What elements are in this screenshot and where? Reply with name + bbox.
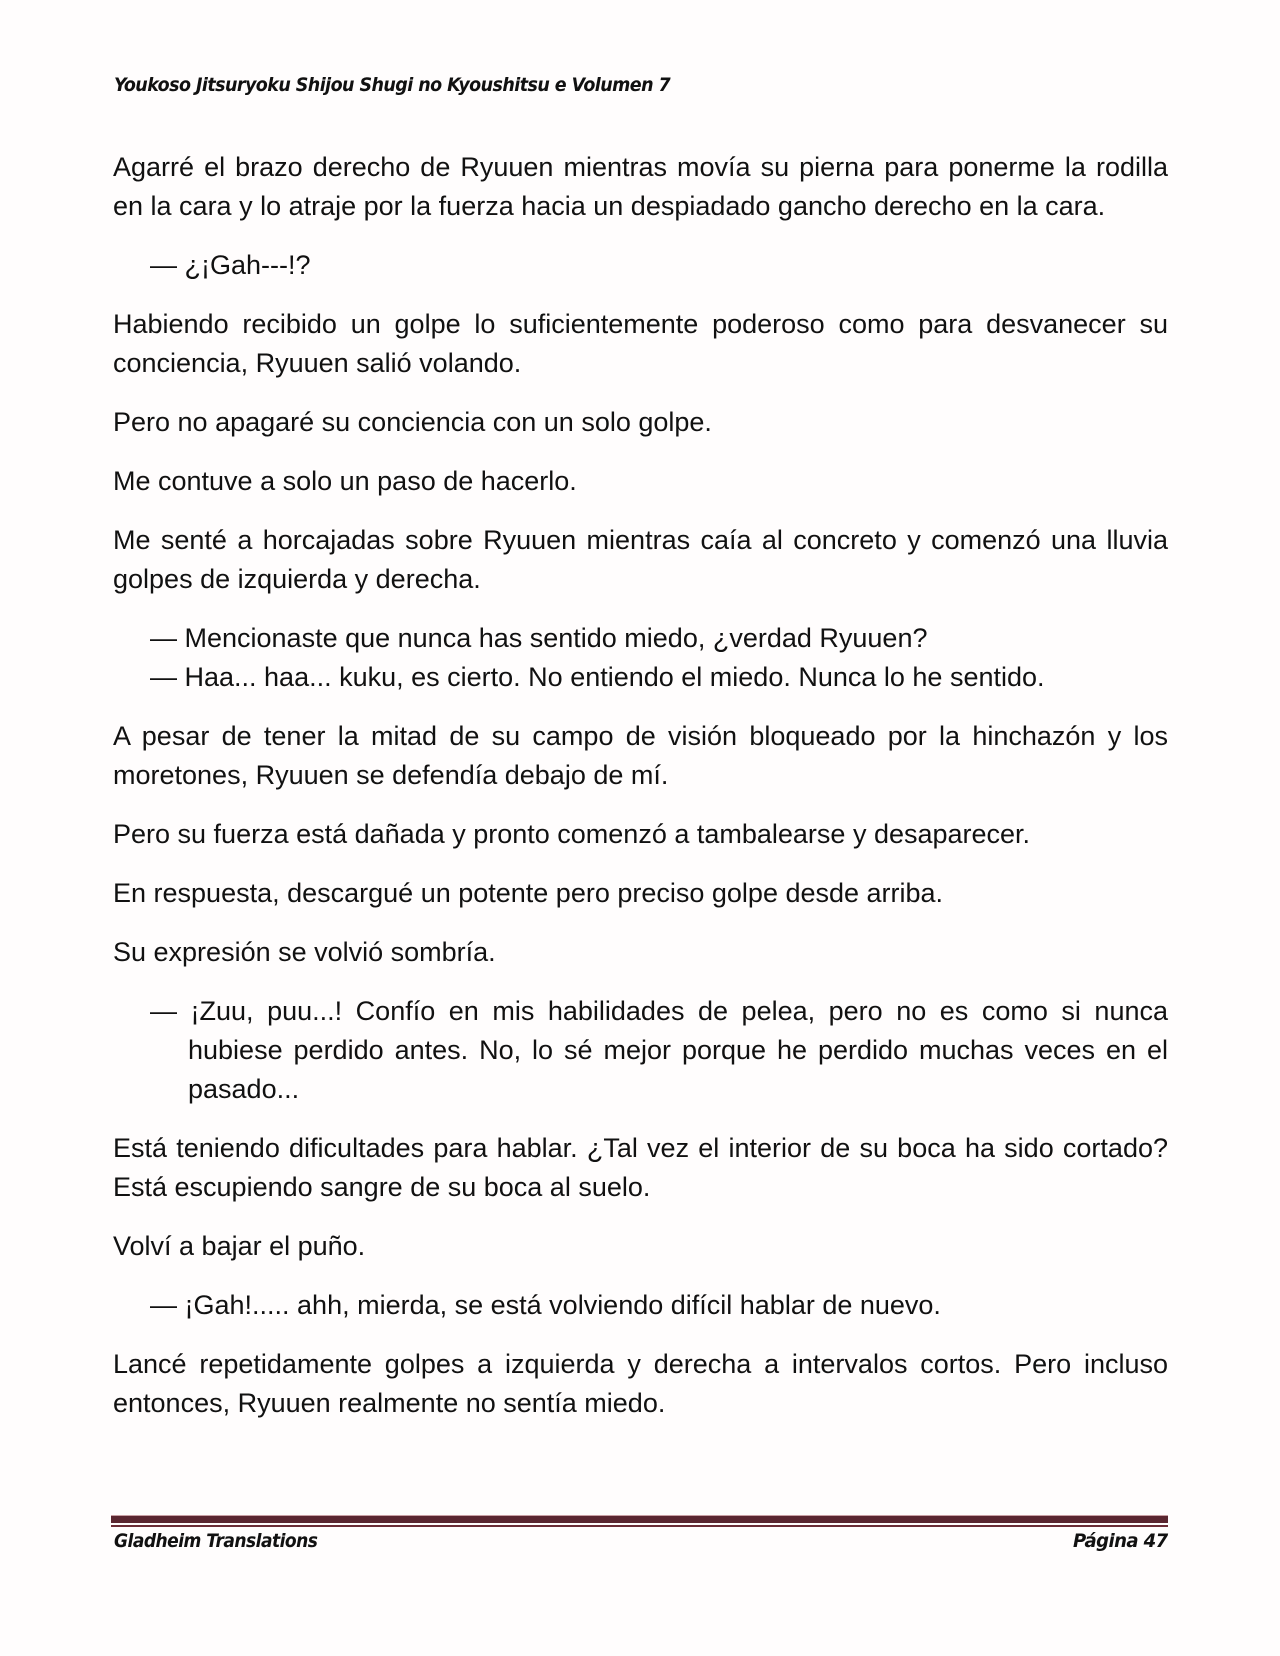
dialogue-line: — ¡Zuu, puu...! Confío en mis habilidades de pelea, pero no es como si nunca hubiese perdido antes. No, lo sé mejor porque he perdido muchas veces en el pasado... <box>150 996 1168 1104</box>
paragraph: Agarré el brazo derecho de Ryuuen mientras movía su pierna para ponerme la rodilla en la cara y lo atraje por la fuerza hacia un despiadado gancho derecho en la cara. <box>113 152 1168 221</box>
page-body <box>113 148 1168 1443</box>
paragraph: Volví a bajar el puño. <box>113 1231 366 1261</box>
paragraph: Su expresión se volvió sombría. <box>113 937 496 967</box>
footer-rule-thin <box>111 1525 1168 1527</box>
running-header-title: Youkoso Jitsuryoku Shijou Shugi no Kyoushitsu e Volumen 7 <box>114 74 671 96</box>
dialogue-line: — Haa... haa... kuku, es cierto. No entiendo el miedo. Nunca lo he sentido. <box>150 662 1045 692</box>
paragraph: Lancé repetidamente golpes a izquierda y derecha a intervalos cortos. Pero incluso entonces, Ryuuen realmente no sentía miedo. <box>113 1349 1168 1418</box>
footer-rule <box>111 1515 1168 1523</box>
paragraph: Pero su fuerza está dañada y pronto comenzó a tambalearse y desaparecer. <box>113 819 1031 849</box>
dialogue-line: — ¡Gah!..... ahh, mierda, se está volviendo difícil hablar de nuevo. <box>150 1290 941 1320</box>
paragraph: A pesar de tener la mitad de su campo de visión bloqueado por la hinchazón y los moretones, Ryuuen se defendía debajo de mí. <box>113 721 1168 790</box>
paragraph: En respuesta, descargué un potente pero preciso golpe desde arriba. <box>113 878 944 908</box>
footer-translator-credit: Gladheim Translations <box>114 1530 318 1552</box>
dialogue-line: — ¿¡Gah---!? <box>150 250 311 280</box>
paragraph: Me contuve a solo un paso de hacerlo. <box>113 466 577 496</box>
footer-page-number: Página 47 <box>1073 1530 1168 1552</box>
paragraph: Está teniendo dificultades para hablar. ¿Tal vez el interior de su boca ha sido cortado? Está escupiendo sangre de su boca al suelo. <box>113 1133 1168 1202</box>
dialogue-line: — Mencionaste que nunca has sentido miedo, ¿verdad Ryuuen? <box>150 623 928 653</box>
paragraph: Me senté a horcajadas sobre Ryuuen mientras caía al concreto y comenzó una lluvia golpes de izquierda y derecha. <box>113 525 1168 594</box>
paragraph: Habiendo recibido un golpe lo suficientemente poderoso como para desvanecer su conciencia, Ryuuen salió volando. <box>113 309 1168 378</box>
paragraph: Pero no apagaré su conciencia con un solo golpe. <box>113 407 712 437</box>
